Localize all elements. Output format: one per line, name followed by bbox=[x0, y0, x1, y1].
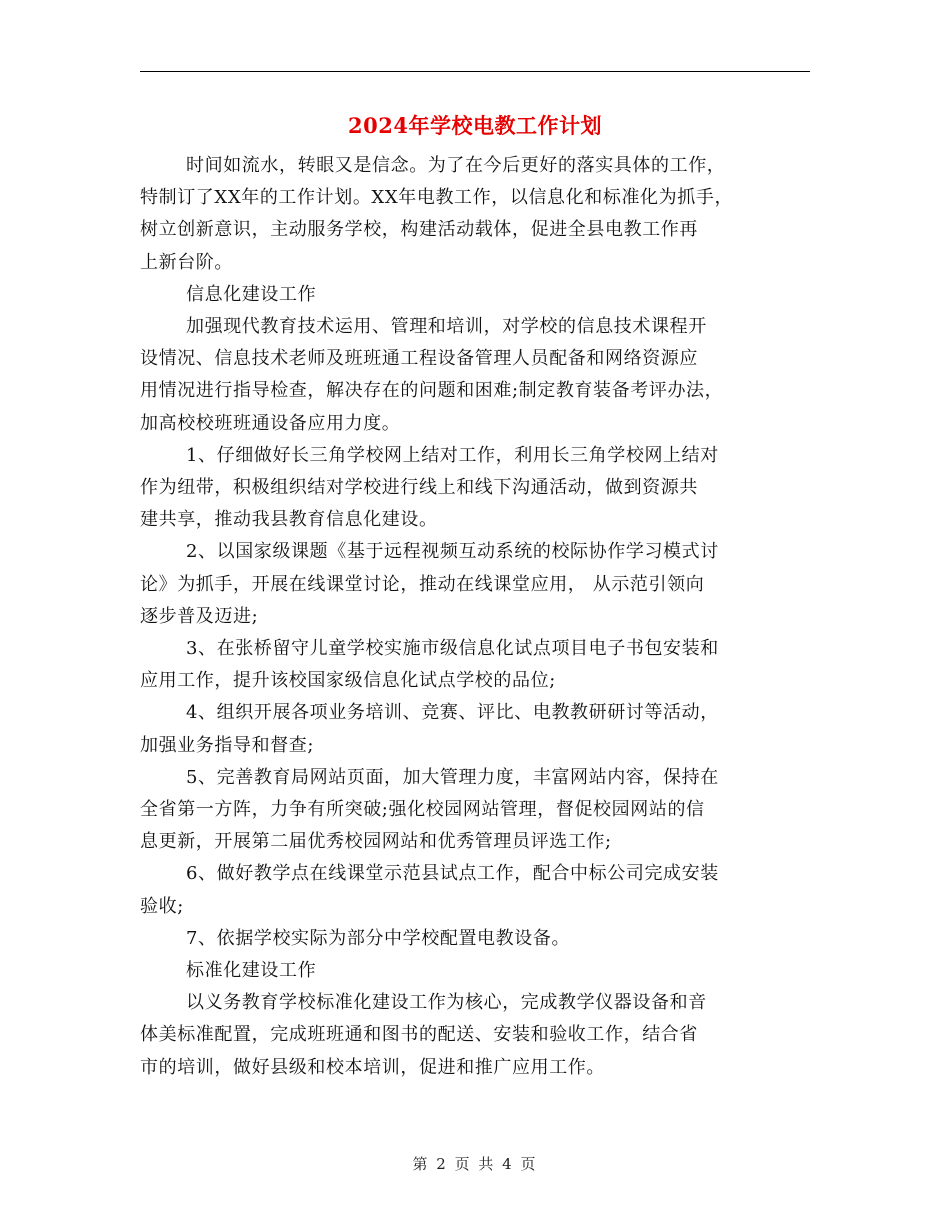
paragraph-line: 1、仔细做好长三角学校网上结对工作，利用长三角学校网上结对 bbox=[186, 444, 719, 466]
paragraph-line: 全省第一方阵，力争有所突破;强化校园网站管理，督促校园网站的信 bbox=[140, 799, 705, 821]
paragraph-line: 市的培训，做好县级和校本培训，促进和推广应用工作。 bbox=[140, 1056, 605, 1078]
paragraph-line: 2、以国家级课题《基于远程视频互动系统的校际协作学习模式讨 bbox=[186, 541, 719, 563]
paragraph-line: 用情况进行指导检查，解决存在的问题和困难;制定教育装备考评办法， bbox=[140, 380, 724, 402]
paragraph bbox=[140, 440, 810, 537]
paragraph bbox=[140, 279, 810, 311]
paragraph-line: 6、做好教学点在线课堂示范县试点工作，配合中标公司完成安装 bbox=[186, 863, 719, 885]
paragraph-line: 应用工作，提升该校国家级信息化试点学校的品位; bbox=[140, 670, 556, 692]
paragraph-line: 7、依据学校实际为部分中学校配置电教设备。 bbox=[186, 927, 571, 949]
paragraph-line: 设情况、信息技术老师及班班通工程设备管理人员配备和网络资源应 bbox=[140, 348, 698, 370]
paragraph-line: 体美标准配置，完成班班通和图书的配送、安装和验收工作，结合省 bbox=[140, 1024, 698, 1046]
paragraph bbox=[140, 633, 810, 697]
paragraph-line: 加高校校班班通设备应用力度。 bbox=[140, 412, 401, 434]
paragraph-line: 验收; bbox=[140, 895, 184, 917]
paragraph-line: 逐步普及迈进; bbox=[140, 605, 259, 627]
document-title: 2024年学校电教工作计划 bbox=[348, 113, 602, 138]
header-rule bbox=[140, 71, 810, 72]
paragraph-line: 5、完善教育局网站页面，加大管理力度，丰富网站内容，保持在 bbox=[186, 766, 719, 788]
paragraph-line: 时间如流水，转眼又是信念。为了在今后更好的落实具体的工作， bbox=[186, 155, 726, 176]
paragraph-line: 加强现代教育技术运用、管理和培训，对学校的信息技术课程开 bbox=[186, 316, 707, 338]
paragraph-line: 信息化建设工作 bbox=[186, 283, 317, 305]
paragraph-line: 3、在张桥留守儿童学校实施市级信息化试点项目电子书包安装和 bbox=[186, 638, 719, 660]
page-footer: 第 2 页 共 4 页 bbox=[412, 1155, 538, 1173]
paragraph bbox=[140, 923, 810, 955]
paragraph-line: 树立创新意识，主动服务学校，构建活动载体，促进全县电教工作再 bbox=[140, 219, 698, 241]
paragraph-line: 4、组织开展各项业务培训、竞赛、评比、电教教研研讨等活动， bbox=[186, 702, 719, 724]
paragraph bbox=[140, 536, 810, 633]
paragraph bbox=[140, 697, 810, 761]
paragraph-line: 论》为抓手，开展在线课堂讨论，推动在线课堂应用， 从示范引领向 bbox=[140, 573, 705, 595]
paragraph-line: 以义务教育学校标准化建设工作为核心，完成教学仪器设备和音 bbox=[186, 992, 707, 1014]
paragraph-line: 标准化建设工作 bbox=[186, 960, 317, 982]
paragraph bbox=[140, 955, 810, 987]
paragraph bbox=[140, 311, 810, 440]
paragraph-line: 息更新，开展第二届优秀校园网站和优秀管理员评选工作; bbox=[140, 831, 612, 853]
paragraph-line: 上新台阶。 bbox=[140, 251, 233, 273]
document-body bbox=[140, 150, 810, 1084]
paragraph-line: 建共享，推动我县教育信息化建设。 bbox=[140, 509, 438, 531]
paragraph bbox=[140, 987, 810, 1084]
paragraph-line: 作为纽带，积极组织结对学校进行线上和线下沟通活动，做到资源共 bbox=[140, 477, 698, 499]
paragraph bbox=[140, 150, 810, 279]
paragraph bbox=[140, 762, 810, 859]
paragraph bbox=[140, 858, 810, 922]
paragraph-line: 加强业务指导和督查; bbox=[140, 734, 315, 756]
paragraph-line: 特制订了XX年的工作计划。XX年电教工作，以信息化和标准化为抓手， bbox=[140, 187, 734, 209]
